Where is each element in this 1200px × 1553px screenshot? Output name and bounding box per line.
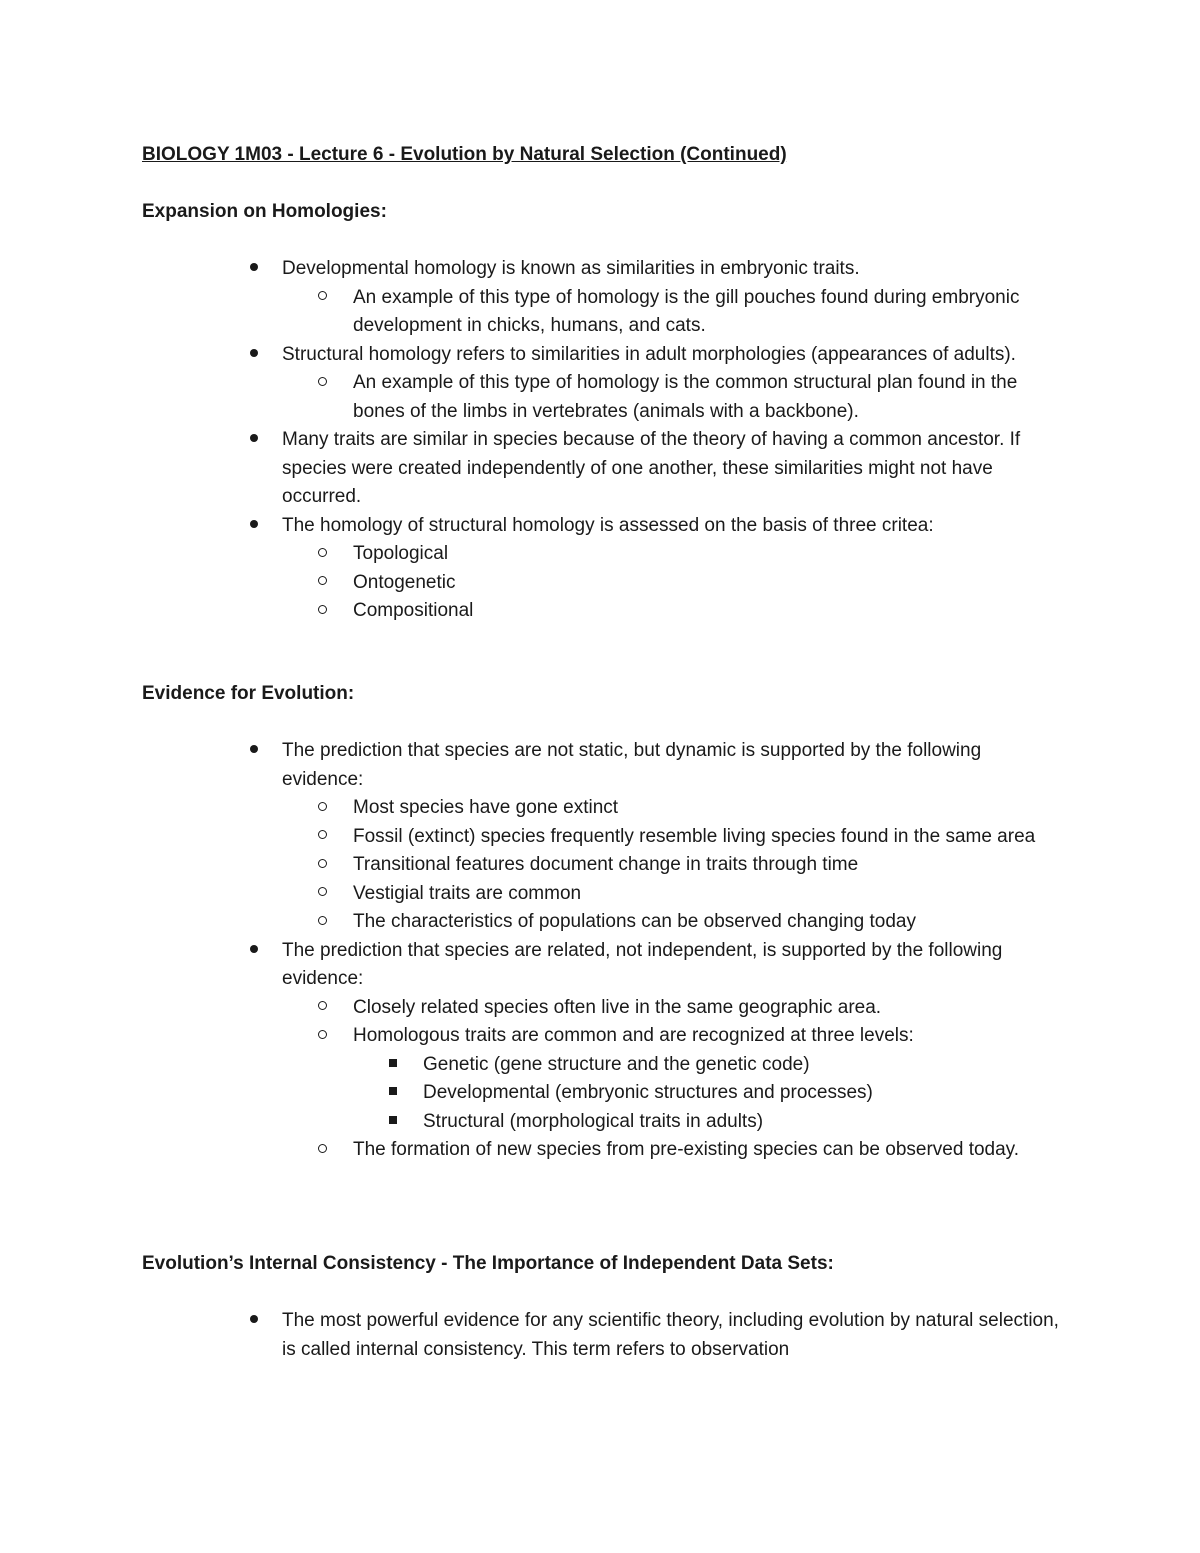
list-item: Structural (morphological traits in adults) (0, 1108, 1063, 1137)
bullet-icon (250, 341, 258, 370)
document-title: BIOLOGY 1M03 - Lecture 6 - Evolution by Natural Selection (Continued) (142, 144, 787, 165)
list-item: An example of this type of homology is the gill pouches found during embryonic development in chicks, humans, and cats. (0, 284, 1058, 341)
list-item: Homologous traits are common and are recognized at three levels: (0, 1022, 1058, 1051)
hollow-bullet-icon (318, 569, 327, 598)
list-item: The prediction that species are not static, but dynamic is supported by the following evidence: (0, 737, 1062, 794)
list-item: The characteristics of populations can be observed changing today (0, 908, 1058, 937)
hollow-bullet-icon (318, 369, 327, 398)
list-item: Topological (0, 540, 1058, 569)
list-item: An example of this type of homology is the common structural plan found in the bones of the limbs in vertebrates (animals with a backbone). (0, 369, 1058, 426)
section-heading-homologies: Expansion on Homologies: (142, 201, 387, 222)
hollow-bullet-icon (318, 1022, 327, 1051)
bullet-icon (250, 255, 258, 284)
bullet-icon (250, 937, 258, 966)
bullet-icon (250, 426, 258, 455)
list-item: Transitional features document change in traits through time (0, 851, 1058, 880)
list-item: Structural homology refers to similarities in adult morphologies (appearances of adults). (0, 341, 1062, 370)
hollow-bullet-icon (318, 1136, 327, 1165)
list-item: The homology of structural homology is assessed on the basis of three critea: (0, 512, 1062, 541)
hollow-bullet-icon (318, 284, 327, 313)
list-item: Compositional (0, 597, 1058, 626)
list-item: Closely related species often live in the same geographic area. (0, 994, 1058, 1023)
list-item: The prediction that species are related, not independent, is supported by the following evidence: (0, 937, 1062, 994)
list-internal-consistency (0, 1307, 1200, 1364)
list-item: Fossil (extinct) species frequently resemble living species found in the same area (0, 823, 1058, 852)
hollow-bullet-icon (318, 908, 327, 937)
hollow-bullet-icon (318, 540, 327, 569)
list-item: Developmental homology is known as similarities in embryonic traits. (0, 255, 1062, 284)
bullet-icon (250, 1307, 258, 1336)
hollow-bullet-icon (318, 597, 327, 626)
hollow-bullet-icon (318, 994, 327, 1023)
list-item: Many traits are similar in species because of the theory of having a common ancestor. If species were created independently of one another, these similarities might not have occurred. (0, 426, 1062, 512)
list-item: Most species have gone extinct (0, 794, 1058, 823)
square-bullet-icon (389, 1108, 397, 1137)
square-bullet-icon (389, 1079, 397, 1108)
list-item: The formation of new species from pre-existing species can be observed today. (0, 1136, 1058, 1165)
list-item: The most powerful evidence for any scientific theory, including evolution by natural selection, is called internal consistency. This term refers to observation (0, 1307, 1062, 1364)
list-item: Developmental (embryonic structures and processes) (0, 1079, 1063, 1108)
square-bullet-icon (389, 1051, 397, 1080)
list-item: Vestigial traits are common (0, 880, 1058, 909)
bullet-icon (250, 737, 258, 766)
bullet-icon (250, 512, 258, 541)
section-heading-evidence: Evidence for Evolution: (142, 683, 355, 704)
hollow-bullet-icon (318, 851, 327, 880)
list-item: Genetic (gene structure and the genetic code) (0, 1051, 1063, 1080)
list-evidence (0, 737, 1200, 1165)
hollow-bullet-icon (318, 823, 327, 852)
hollow-bullet-icon (318, 880, 327, 909)
section-heading-internal-consistency: Evolution’s Internal Consistency - The Importance of Independent Data Sets: (142, 1253, 834, 1274)
list-item: Ontogenetic (0, 569, 1058, 598)
hollow-bullet-icon (318, 794, 327, 823)
list-homologies (0, 255, 1200, 626)
